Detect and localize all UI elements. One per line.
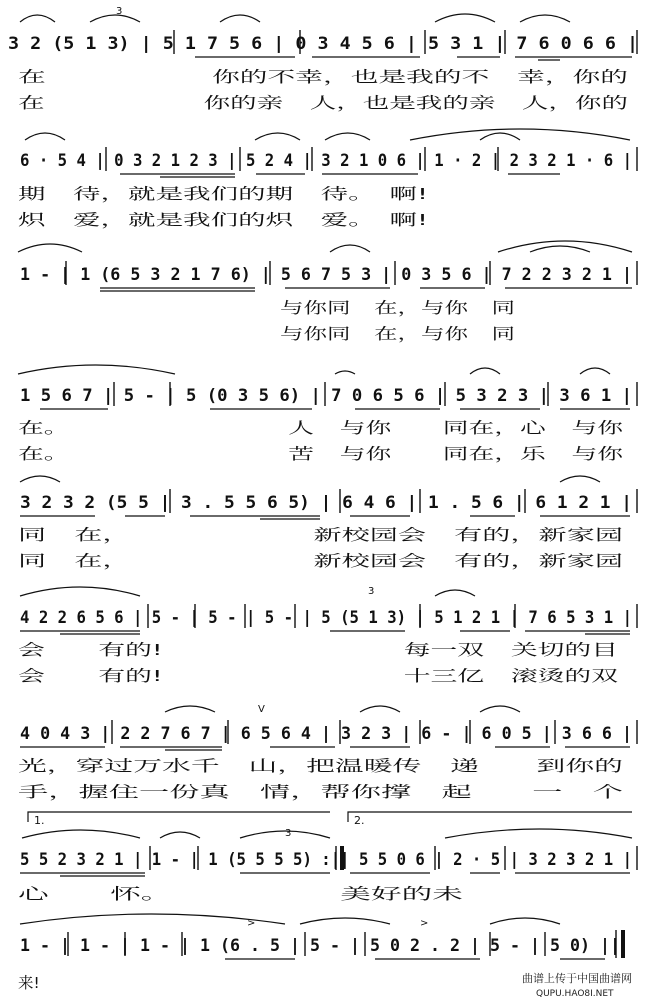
svg-text:V: V bbox=[258, 704, 265, 715]
underline-beams bbox=[20, 873, 630, 876]
system-8 bbox=[18, 812, 637, 903]
system-6 bbox=[18, 586, 637, 685]
notation-line: 6 · 5 4 | 0 3 2 1 2 3 | 5 2 4 | 3 2 1 0 6 | 1 · 2 | 2 3 2 1 · 6 | bbox=[20, 151, 632, 171]
lyric-line-2: 手，握住一份真 情，帮你撑 起 一 个 bbox=[18, 783, 329, 801]
slurs bbox=[20, 14, 570, 22]
lyric-line-1: 与你同 在，与你 同 bbox=[280, 299, 515, 317]
system-1 bbox=[8, 6, 638, 112]
watermark bbox=[522, 971, 632, 999]
slurs bbox=[20, 914, 560, 924]
underline-beams bbox=[195, 57, 632, 60]
system-2 bbox=[18, 129, 637, 229]
notation-line: 3 2 (5 1 3) | 5 1 7 5 6 | 0 3 4 5 6 | 5 3 1 | 7 6 0 6 6 | bbox=[8, 34, 638, 54]
lyric-line-1: 来! bbox=[18, 974, 40, 992]
notation-line: 4 0 4 3 | 2 2 7 6 7 | 6 5 6 4 | 3 2 3 | 6 - | 6 0 5 | 3 6 6 | bbox=[20, 724, 632, 744]
watermark-line-2: QUPU.HAO8I.NET bbox=[536, 989, 614, 999]
slurs bbox=[25, 129, 630, 140]
notation-line: 5 5 2 3 2 1 | 1 - | 1 (5 5 5 5) :|| 5 5 0 6 | 2 · 5 | 3 2 3 2 1 | bbox=[20, 850, 632, 870]
lyric-line-1: 会 有的! 每一双 关切的目 bbox=[18, 641, 618, 659]
svg-text:3: 3 bbox=[116, 6, 123, 17]
watermark-line-1: 曲谱上传于中国曲谱网 bbox=[522, 972, 632, 985]
volta-brackets bbox=[28, 812, 632, 827]
underline-beams bbox=[20, 747, 630, 750]
slurs bbox=[22, 829, 632, 838]
svg-text:>: > bbox=[247, 918, 256, 929]
lyric-line-1: 心 怀。 美好的未 bbox=[18, 885, 463, 903]
underline-beams bbox=[20, 516, 630, 519]
svg-text:3: 3 bbox=[285, 828, 292, 839]
lyric-line-1: 同 在， 新校园会 有的，新家园 bbox=[18, 526, 623, 544]
notation-line: 1 - | 1 (6 5 3 2 1 7 6) | 5 6 7 5 3 | 0 3 5 6 | 7 2 2 3 2 1 | bbox=[20, 265, 632, 285]
lyric-line-1: 在 你的不幸，也是我的不 幸，你的 bbox=[18, 68, 360, 86]
slurs bbox=[165, 706, 520, 712]
slurs bbox=[18, 365, 610, 374]
lyric-line-1: 期 待，就是我们的期 待。 啊! bbox=[18, 185, 428, 203]
svg-text:>: > bbox=[420, 918, 429, 929]
notation-line: 1 5 6 7 | 5 - | 5 (0 3 5 6) | 7 0 6 5 6 | 5 3 2 3 | 3 6 1 | bbox=[20, 386, 632, 406]
lyric-line-1: 在。 人 与你 同在，心 与你 bbox=[18, 419, 624, 437]
svg-text:3: 3 bbox=[368, 586, 375, 597]
system-3 bbox=[18, 241, 637, 343]
notation-line: 4 2 2 6 5 6 | 5 - | 5 - | 5 - | 5 (5 1 3) | 5 1 2 1 | 7 6 5 3 1 | bbox=[20, 608, 632, 628]
underline-beams bbox=[120, 174, 560, 177]
notation-line: 1 - | 1 - | 1 - | 1 (6 . 5 | 5 - | 5 0 2 . 2 | 5 - | 5 0) || bbox=[20, 936, 620, 956]
slurs bbox=[20, 476, 600, 482]
slurs bbox=[18, 241, 632, 252]
volta-1-label: 1. bbox=[34, 814, 45, 827]
system-4 bbox=[18, 365, 637, 463]
lyric-line-2: 在 你的亲 人，也是我的亲 人，你的 bbox=[18, 94, 375, 112]
system-7 bbox=[18, 704, 637, 801]
lyric-line-2: 会 有的! 十三亿 滚烫的双 bbox=[18, 667, 619, 685]
underline-beams bbox=[20, 631, 630, 634]
underline-beams bbox=[100, 288, 632, 291]
slurs bbox=[20, 587, 475, 596]
notation-line: 3 2 3 2 (5 5 | 3 . 5 5 6 5) | 6 4 6 | 1 . 5 6 | 6 1 2 1 | bbox=[20, 493, 632, 513]
lyric-line-2: 与你同 在，与你 同 bbox=[280, 325, 515, 343]
lyric-line-2: 在。 苦 与你 同在，乐 与你 bbox=[18, 445, 624, 463]
lyric-line-1: 光，穿过万水千 山，把温暖传 递 到你的 bbox=[18, 757, 623, 775]
lyric-line-2: 炽 爱，就是我们的炽 爱。 啊! bbox=[18, 211, 428, 229]
lyric-line-2: 同 在， 新校园会 有的，新家园 bbox=[18, 552, 623, 570]
volta-2-label: 2. bbox=[354, 814, 365, 827]
system-5 bbox=[18, 476, 637, 570]
